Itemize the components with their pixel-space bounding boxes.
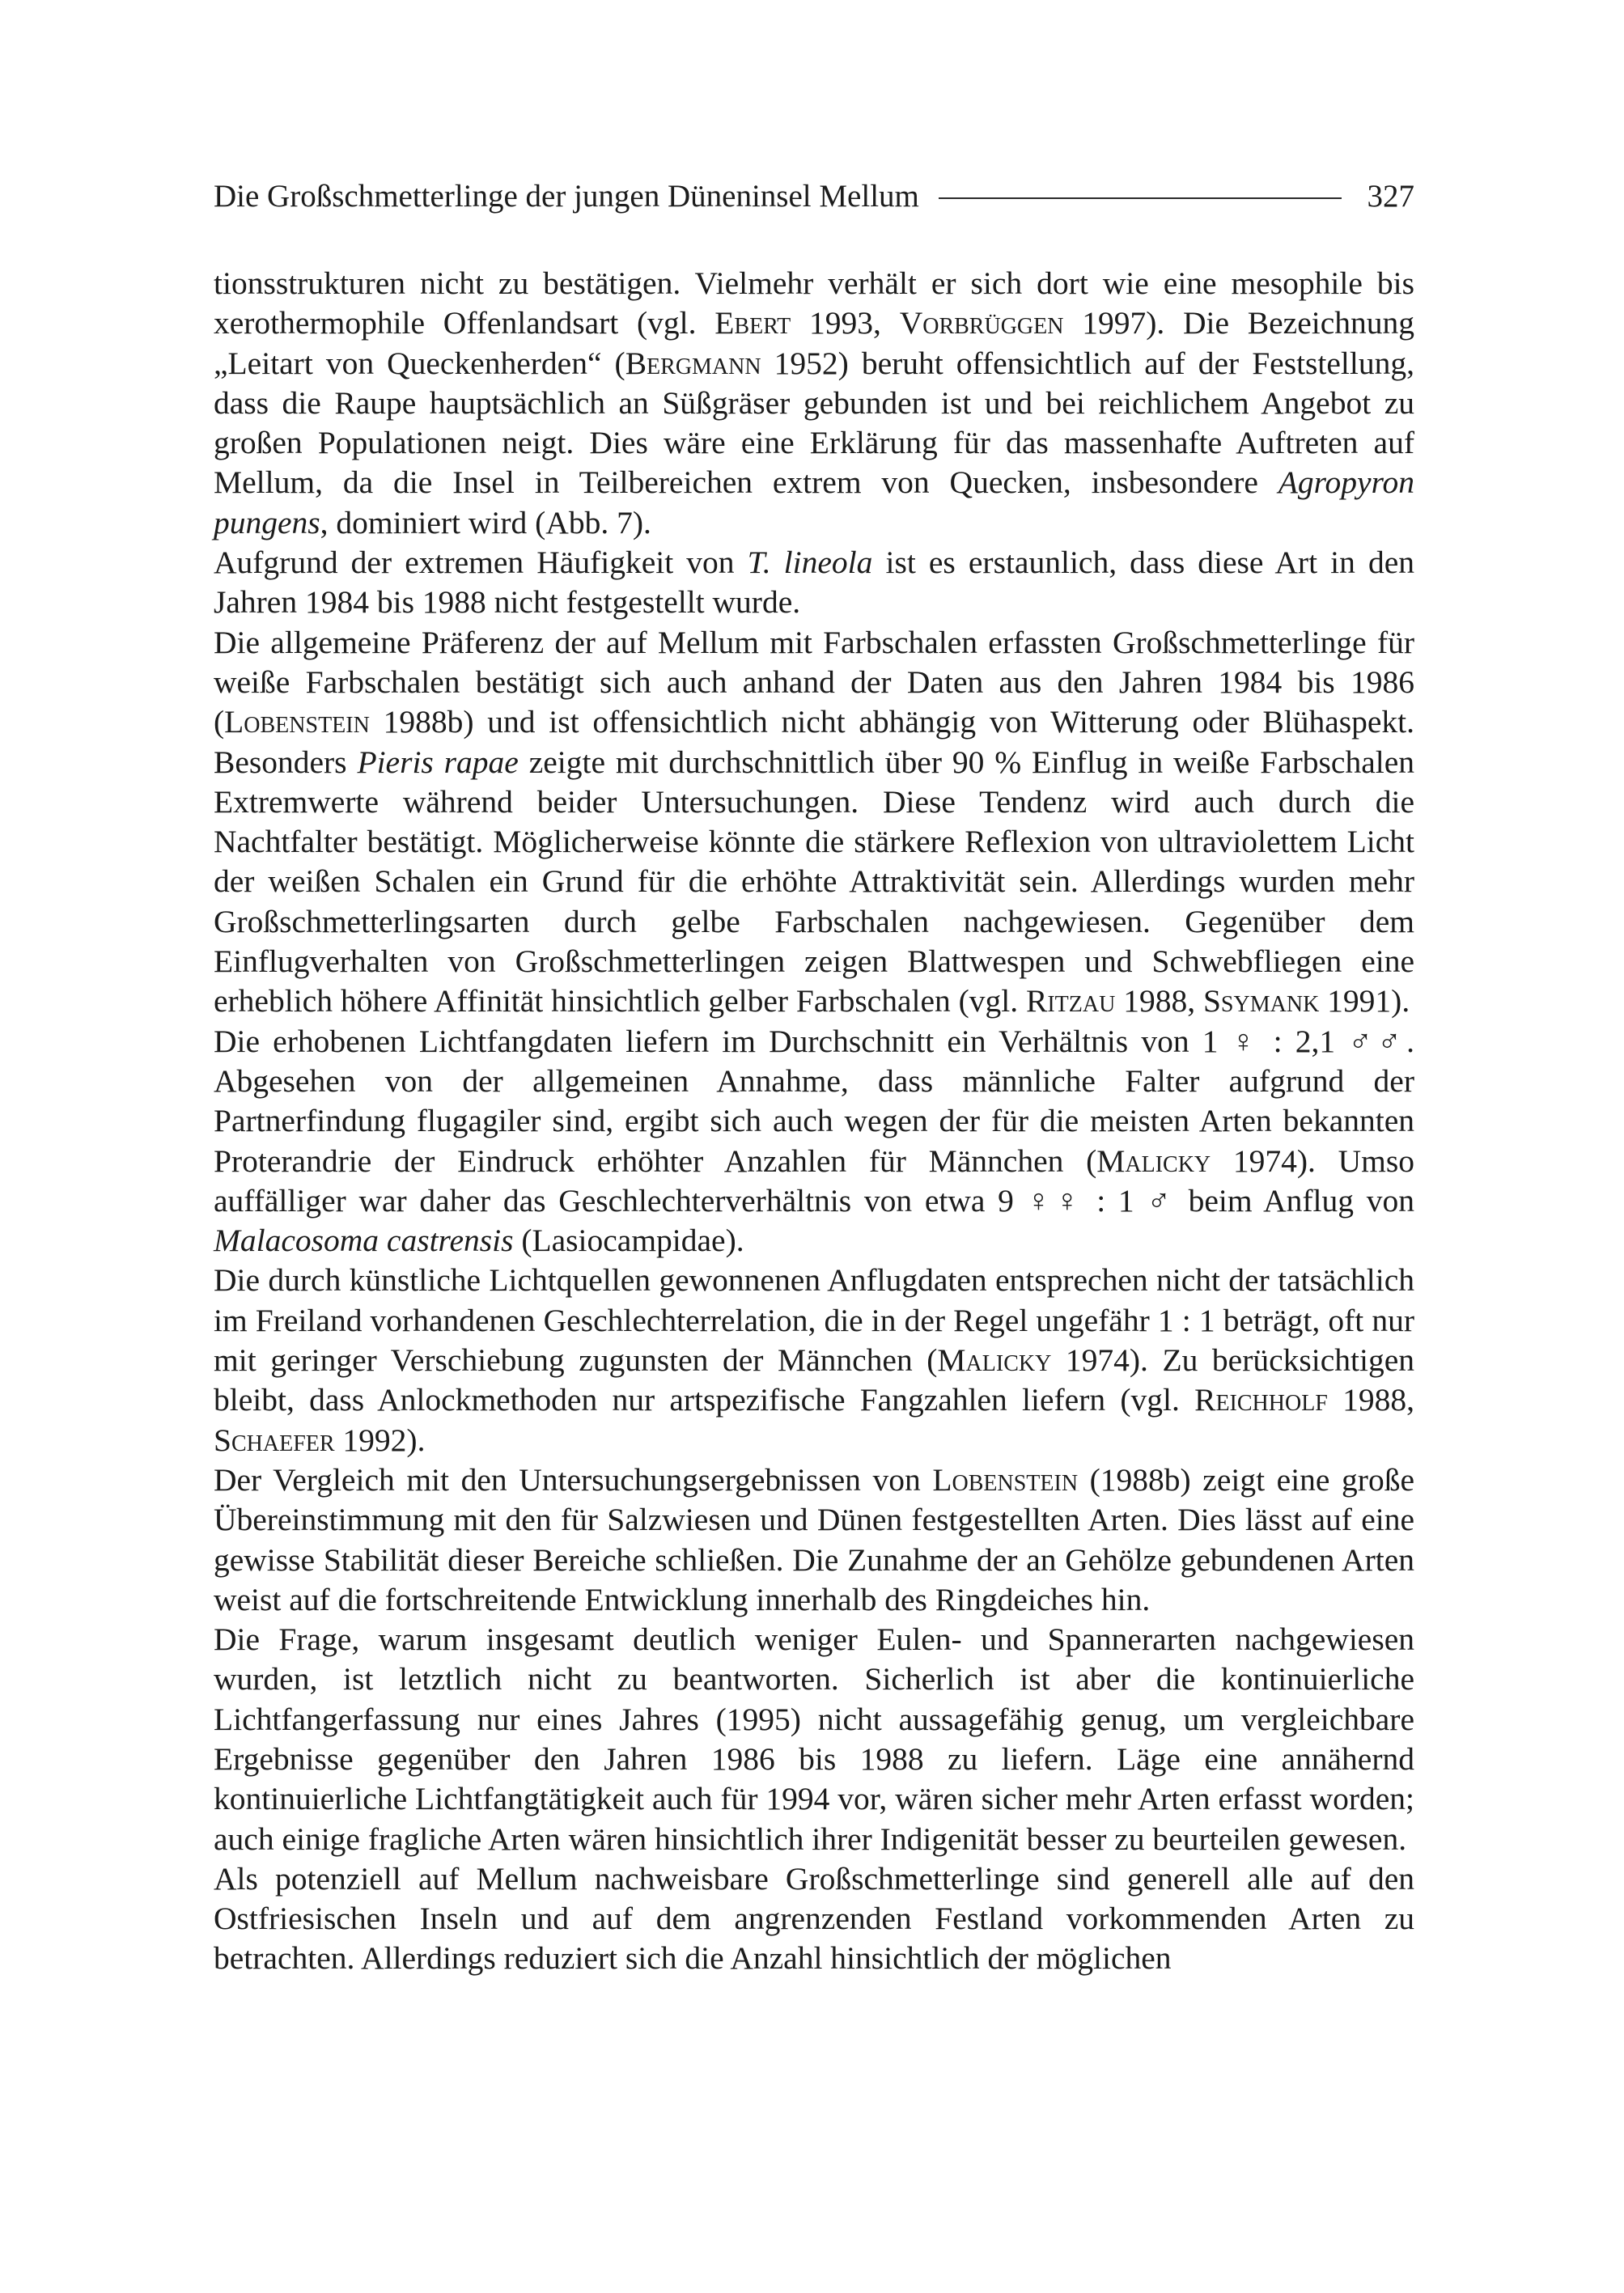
species-name: Agropyron pungens bbox=[214, 464, 1414, 540]
author-citation: Bergmann bbox=[625, 345, 761, 381]
author-citation: Ebert bbox=[714, 305, 791, 341]
species-name: Pieris rapae bbox=[357, 744, 519, 780]
paragraph bbox=[214, 543, 1414, 623]
body-text bbox=[214, 264, 1414, 1979]
species-name: T. lineola bbox=[747, 545, 873, 581]
text-run: Der Vergleich mit den Untersuchungsergebnissen von bbox=[214, 1461, 933, 1498]
text-run: Die durch künstliche Lichtquellen gewonnenen Anflugdaten entsprechen nicht der tatsächlich im Freiland vorhandenen Geschlechterrelation, die in der Regel ungefähr 1 : 1 beträgt, oft nur mit geringer Verschiebung zugunsten der Männchen ( bbox=[214, 1262, 1414, 1379]
author-citation: Lobenstein bbox=[224, 704, 370, 740]
author-citation: Malicky bbox=[1096, 1142, 1211, 1179]
text-run: 1974). Zu berücksichtigen bleibt, dass Anlockmethoden nur artspezifische Fangzahlen liefern (vgl. bbox=[214, 1342, 1414, 1418]
text-run: 1991). bbox=[1319, 983, 1410, 1019]
running-title: Die Großschmetterlinge der jungen Düneninsel Mellum bbox=[214, 178, 919, 214]
paragraph bbox=[214, 1620, 1414, 1859]
author-citation: Ssymank bbox=[1202, 983, 1320, 1019]
text-run: 1974). Umso auffälliger war daher das Geschlechterverhältnis von etwa 9 ♀♀ : 1 ♂ beim Anflug von bbox=[214, 1142, 1414, 1219]
text-run: (1988b) zeigt eine große Übereinstimmung mit den für Salzwiesen und Dünen festgestellten Arten. Dies lässt auf eine gewisse Stabilität dieser Bereiche schließen. Die Zunahme der an Gehölze gebundenen Arten weist auf die fortschreitende Entwicklung innerhalb des Ringdeiches hin. bbox=[214, 1461, 1414, 1617]
text-run: ist es erstaunlich, dass diese Art in den Jahren 1984 bis 1988 nicht festgestellt wurde. bbox=[214, 545, 1414, 621]
text-run: zeigte mit durchschnittlich über 90 % Einflug in weiße Farbschalen Extremwerte während beider Untersuchungen. Diese Tendenz wird auch durch die Nachtfalter bestätigt. Möglicherweise könnte die stärkere Reflexion von ultraviolettem Licht der weißen Schalen ein Grund für die erhöhte Attraktivität sein. Allerdings wurden mehr Großschmetterlingsarten durch gelbe Farbschalen nachgewiesen. Gegenüber dem Einflugverhalten von Großschmetterlingen zeigen Blattwespen und Schwebfliegen eine erheblich höhere Affinität hinsichtlich gelber Farbschalen (vgl. bbox=[214, 744, 1414, 1019]
text-run: 1952) beruht offensichtlich auf der Feststellung, dass die Raupe hauptsächlich an Süßgräser gebunden ist und bei reichlichem Angebot zu großen Populationen neigt. Dies wäre eine Erklärung für das massenhafte Auftreten auf Mellum, da die Insel in Teilbereichen extrem von Quecken, insbesondere bbox=[214, 345, 1414, 501]
text-run: 1997). Die Bezeichnung „Leitart von Queckenherden“ ( bbox=[214, 305, 1415, 381]
text-run: 1992). bbox=[334, 1422, 426, 1458]
page-number: 327 bbox=[1367, 178, 1414, 214]
text-run: 1988, bbox=[1115, 983, 1203, 1019]
text-run: Die Frage, warum insgesamt deutlich weniger Eulen- und Spannerarten nachgewiesen wurden, ist letztlich nicht zu beantworten. Sicherlich ist aber die kontinuierliche Lichtfangerfassung nur eines Jahres (1995) nicht aussagefähig genug, um vergleichbare Ergebnisse gegenüber den Jahren 1986 bis 1988 zu liefern. Läge eine annähernd kontinuierliche Lichtfangtätigkeit auch für 1994 vor, wären sicher mehr Arten erfasst worden; auch einige fragliche Arten wären hinsichtlich ihrer Indigenität besser zu beurteilen gewesen. bbox=[214, 1621, 1414, 1857]
author-citation: Ritzau bbox=[1026, 983, 1116, 1019]
author-citation: Vorbrüggen bbox=[899, 305, 1064, 341]
text-run: Die erhobenen Lichtfangdaten liefern im Durchschnitt ein Verhältnis von 1 ♀ : 2,1 ♂♂. Abgesehen von der allgemeinen Annahme, dass männliche Falter aufgrund der Partnerfindung flugagiler sind, ergibt sich auch wegen der für die meisten Arten bekannten Proterandrie der Eindruck erhöhter Anzahlen für Männchen ( bbox=[214, 1023, 1414, 1179]
text-run: Aufgrund der extremen Häufigkeit von bbox=[214, 545, 748, 581]
author-citation: Reichholf bbox=[1194, 1382, 1328, 1418]
author-citation: Schaefer bbox=[214, 1422, 335, 1458]
text-run: (Lasiocampidae). bbox=[513, 1223, 744, 1259]
species-name: Malacosoma castrensis bbox=[214, 1223, 514, 1259]
text-run: Die allgemeine Präferenz der auf Mellum mit Farbschalen erfassten Großschmetterlinge für weiße Farbschalen bestätigt sich auch anhand der Daten aus den Jahren 1984 bis 1986 ( bbox=[214, 624, 1414, 740]
header-rule bbox=[939, 197, 1342, 199]
paragraph bbox=[214, 264, 1414, 543]
author-citation: Lobenstein bbox=[932, 1461, 1079, 1498]
text-run: 1993, bbox=[791, 305, 900, 341]
text-run: , dominiert wird (Abb. 7). bbox=[320, 504, 651, 540]
paragraph bbox=[214, 1022, 1414, 1261]
paragraph bbox=[214, 1859, 1414, 1979]
text-run: Als potenziell auf Mellum nachweisbare Großschmetterlinge sind generell alle auf den Ostfriesischen Inseln und auf dem angrenzenden Festland vorkommenden Arten zu betrachten. Allerdings reduziert sich die Anzahl hinsichtlich der möglichen bbox=[214, 1860, 1414, 1977]
text-run: tionsstrukturen nicht zu bestätigen. Vielmehr verhält er sich dort wie eine mesophile bis xerothermophile Offenlandsart (vgl. bbox=[214, 265, 1414, 341]
text-run: 1988, bbox=[1327, 1382, 1415, 1418]
paragraph bbox=[214, 1261, 1414, 1460]
paragraph bbox=[214, 1460, 1414, 1620]
paragraph bbox=[214, 623, 1414, 1022]
text-run: 1988b) und ist offensichtlich nicht abhängig von Witterung oder Blühaspekt. Besonders bbox=[214, 704, 1414, 780]
author-citation: Malicky bbox=[937, 1342, 1052, 1379]
page-header bbox=[214, 172, 1414, 220]
